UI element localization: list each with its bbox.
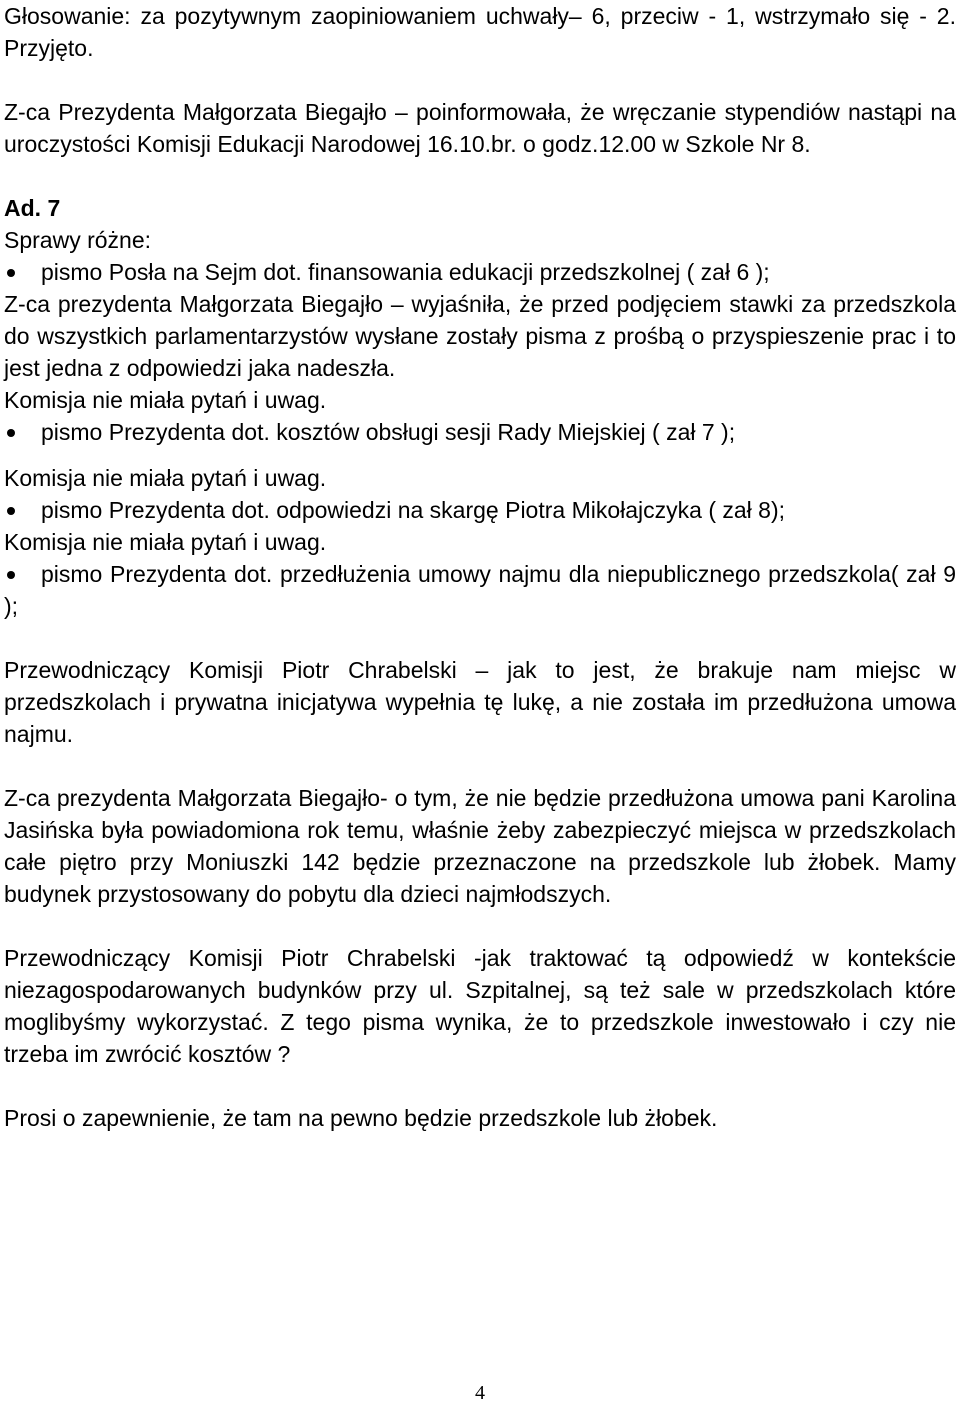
deputy-answer-paragraph: Z-ca prezydenta Małgorzata Biegajło- o tym, że nie będzie przedłużona umowa pani Karolina Jasińska była powiadomiona rok temu, właśnie żeby zabezpieczyć miejsca w przedszkolach całe piętro przy Moniuszki 142 będzie przeznaczone na przedszkole lub żłobek. Mamy budynek przystosowany do pobytu dla dzieci najmłodszych.: [4, 785, 956, 907]
final-request-paragraph: Prosi o zapewnienie, że tam na pewno będzie przedszkole lub żłobek.: [4, 1105, 718, 1131]
bullet-item-lease: [4, 558, 956, 622]
no-questions-note: Komisja nie miała pytań i uwag.: [4, 387, 327, 413]
bullet-icon: [7, 571, 15, 579]
vote-result-paragraph: Głosowanie: za pozytywnym zaopiniowaniem uchwały– 6, przeciw - 1, wstrzymało się - 2. Przyjęto.: [4, 3, 956, 61]
agenda-item-heading: Ad. 7: [4, 195, 61, 221]
bullet-item-text: pismo Posła na Sejm dot. finansowania edukacji przedszkolnej ( zał 6 );: [41, 259, 770, 285]
document-page: [4, 0, 956, 1134]
scholarship-info-paragraph: Z-ca Prezydenta Małgorzata Biegajło – poinformowała, że wręczanie stypendiów nastąpi na uroczystości Komisji Edukacji Narodowej 16.10.br. o godz.12.00 w Szkole Nr 8.: [4, 99, 956, 157]
bullet-icon: [7, 507, 15, 515]
no-questions-note: Komisja nie miała pytań i uwag.: [4, 465, 327, 491]
bullet-item-text: pismo Prezydenta dot. odpowiedzi na skargę Piotra Mikołajczyka ( zał 8);: [41, 497, 786, 523]
bullet-item-complaint: [4, 494, 956, 526]
bullet-item-text: pismo Prezydenta dot. kosztów obsługi sesji Rady Miejskiej ( zał 7 );: [41, 419, 736, 445]
bullet-item-text: pismo Prezydenta dot. przedłużenia umowy najmu dla niepublicznego przedszkola( zał 9 );: [4, 561, 956, 619]
bullet-icon: [7, 269, 15, 277]
chairman-followup-paragraph: Przewodniczący Komisji Piotr Chrabelski -jak traktować tą odpowiedź w kontekście niezagospodarowanych budynków przy ul. Szpitalnej, są też sale w przedszkolach które moglibyśmy wykorzystać. Z tego pisma wynika, że to przedszkole inwestowało i czy nie trzeba im zwrócić kosztów ?: [4, 945, 956, 1067]
misc-matters-heading: Sprawy różne:: [4, 227, 152, 253]
bullet-item-letter-mp: [4, 256, 956, 288]
page-number: 4: [475, 1382, 485, 1404]
deputy-explanation-paragraph: Z-ca prezydenta Małgorzata Biegajło – wyjaśniła, że przed podjęciem stawki za przedszkola do wszystkich parlamentarzystów wysłane zostały pisma z prośbą o przyspieszenie prac i to jest jedna z odpowiedzi jaka nadeszła.: [4, 291, 956, 381]
bullet-item-session-costs: [4, 416, 956, 448]
bullet-icon: [7, 429, 15, 437]
no-questions-note: Komisja nie miała pytań i uwag.: [4, 529, 327, 555]
chairman-question-paragraph: Przewodniczący Komisji Piotr Chrabelski – jak to jest, że brakuje nam miejsc w przedszkolach i prywatna inicjatywa wypełnia tę lukę, a nie została im przedłużona umowa najmu.: [4, 657, 956, 747]
